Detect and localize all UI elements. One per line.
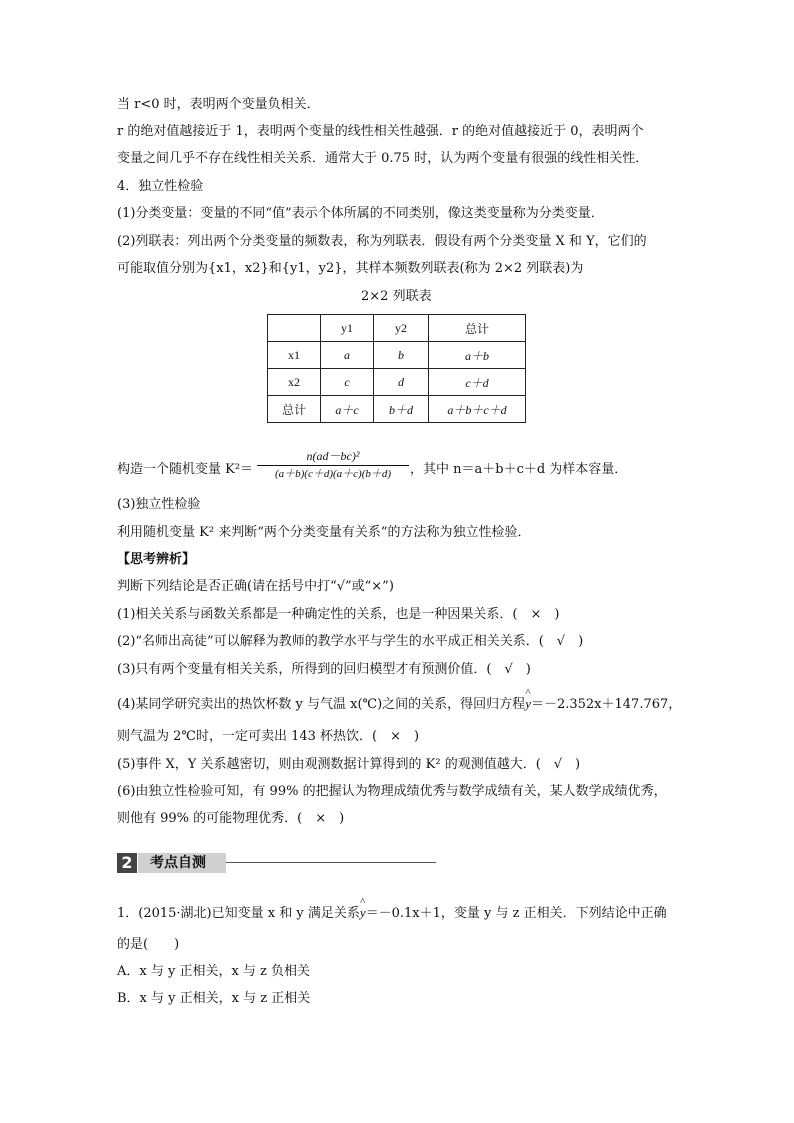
table-header-row — [268, 315, 526, 342]
question-item: (1)相关关系与函数关系都是一种确定性的关系，也是一种因果关系．( × ) — [117, 607, 560, 622]
contingency-table — [267, 314, 526, 423]
fraction-bar — [257, 465, 409, 466]
text-line: 当 r<0 时，表明两个变量负相关． — [117, 97, 320, 112]
section-number: 2 — [117, 853, 137, 873]
question-text: ＝－2.352x＋147.767， — [530, 697, 682, 712]
answer-option-b: B．x 与 y 正相关，x 与 z 正相关 — [117, 991, 311, 1006]
question-item: 则他有 99% 的可能物理优秀．( × ) — [117, 811, 345, 826]
table-cell — [268, 315, 321, 342]
y-hat-symbol: ^ y — [360, 904, 366, 922]
question-item — [117, 904, 667, 923]
text-line: r 的绝对值越接近于 1，表明两个变量的线性相关性越强．r 的绝对值越接近于 0，表明两个 — [117, 124, 644, 139]
section-heading: 【思考辨析】 — [117, 552, 196, 567]
table-cell: x1 — [268, 342, 321, 369]
question-text: 1．(2015·湖北)已知变量 x 和 y 满足关系 — [117, 906, 360, 921]
table-cell: 总计 — [268, 396, 321, 423]
table-cell: y2 — [374, 315, 429, 342]
text-line: 利用随机变量 K² 来判断“两个分类变量有关系”的方法称为独立性检验． — [117, 525, 531, 540]
question-item: (2)“名师出高徒”可以解释为教师的教学水平与学生的水平成正相关关系．( √ ) — [117, 634, 584, 649]
question-item: (6)由独立性检验可知，有 99% 的把握认为物理成绩优秀与数学成绩有关，某人数学成绩优秀， — [117, 784, 667, 799]
fraction-numerator: n(ad－bc)² — [306, 449, 360, 463]
table-row — [268, 396, 526, 423]
table-cell: x2 — [268, 369, 321, 396]
question-item: (5)事件 X，Y 关系越密切，则由观测数据计算得到的 K² 的观测值越大．( √ ) — [117, 757, 581, 772]
table-cell: a — [321, 342, 374, 369]
question-item: 则气温为 2℃时，一定可卖出 143 杯热饮．( × ) — [117, 729, 420, 744]
table-cell: 总计 — [429, 315, 526, 342]
question-text: ＝－0.1x＋1，变量 y 与 z 正相关．下列结论中正确 — [365, 906, 667, 921]
table-cell: b — [374, 342, 429, 369]
text-line: 判断下列结论是否正确(请在括号中打“√”或“×”) — [117, 579, 394, 594]
fraction-denominator: (a＋b)(c＋d)(a＋c)(b＋d) — [274, 468, 392, 480]
y-hat-symbol: ^ y — [525, 695, 531, 713]
table-row — [268, 342, 526, 369]
table-title: 2×2 列联表 — [361, 289, 432, 304]
section-divider — [226, 862, 436, 863]
section-title: 考点自测 — [150, 855, 206, 871]
formula-lead: 构造一个随机变量 K²＝ — [117, 462, 254, 477]
section-heading: 4．独立性检验 — [117, 179, 204, 194]
question-item: 的是( ) — [117, 937, 180, 952]
table-cell: a＋b — [429, 342, 526, 369]
table-cell: c — [321, 369, 374, 396]
table-cell: y1 — [321, 315, 374, 342]
table-cell: d — [374, 369, 429, 396]
section-heading: (3)独立性检验 — [117, 497, 201, 512]
question-text: (4)某同学研究卖出的热饮杯数 y 与气温 x(℃)之间的关系，得回归方程 — [117, 697, 526, 712]
formula-fraction — [257, 449, 409, 482]
table-cell: c＋d — [429, 369, 526, 396]
text-line: 可能取值分别为{x1，x2}和{y1，y2}，其样本频数列联表(称为 2×2 列联表)为 — [117, 261, 584, 276]
table-row — [268, 369, 526, 396]
question-item — [117, 695, 681, 714]
table-cell: b＋d — [374, 396, 429, 423]
table-cell: a＋c — [321, 396, 374, 423]
question-item: (3)只有两个变量有相关关系，所得到的回归模型才有预测价值．( √ ) — [117, 662, 531, 677]
text-line: (1)分类变量：变量的不同“值”表示个体所属的不同类别，像这类变量称为分类变量． — [117, 206, 604, 221]
table-cell: a＋b＋c＋d — [429, 396, 526, 423]
formula-tail: ，其中 n＝a＋b＋c＋d 为样本容量． — [410, 462, 628, 477]
text-line: (2)列联表：列出两个分类变量的频数表，称为列联表．假设有两个分类变量 X 和 Y，它们的 — [117, 234, 647, 249]
text-line: 变量之间几乎不存在线性相关关系．通常大于 0.75 时，认为两个变量有很强的线性相关性． — [117, 151, 649, 166]
answer-option-a: A．x 与 y 正相关，x 与 z 负相关 — [117, 964, 311, 979]
